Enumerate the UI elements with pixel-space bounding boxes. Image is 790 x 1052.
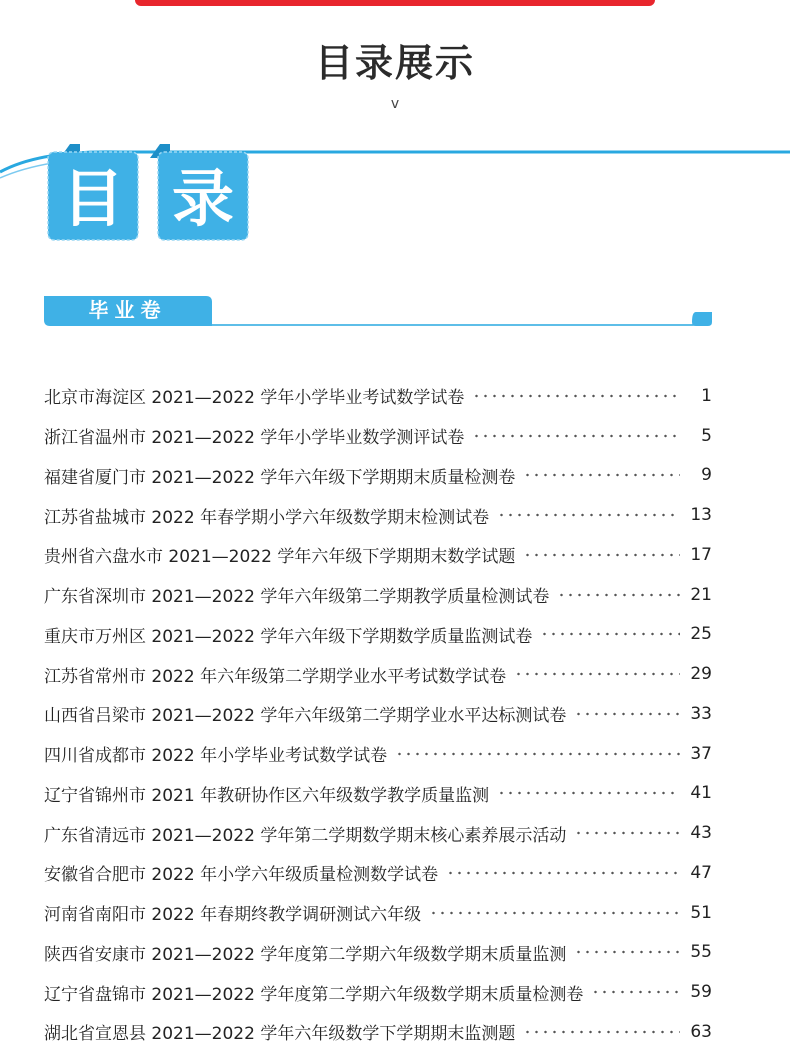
toc-entry-title: 四川省成都市 2022 年小学毕业考试数学试卷 xyxy=(44,746,388,767)
toc-entry[interactable] xyxy=(44,495,712,535)
chevron-down-icon: v xyxy=(390,96,400,112)
top-accent-bar xyxy=(135,0,655,6)
toc-entry-title: 陕西省安康市 2021—2022 学年度第二学期六年级数学期末质量监测 xyxy=(44,944,567,965)
toc-entry[interactable] xyxy=(44,575,712,615)
toc-banner xyxy=(0,130,790,250)
toc-entry[interactable] xyxy=(44,972,712,1012)
toc-entry-title: 广东省清远市 2021—2022 学年第二学期数学期末核心素养展示活动 xyxy=(44,825,567,846)
toc-entry-title: 安徽省合肥市 2022 年小学六年级质量检测数学试卷 xyxy=(44,865,439,886)
toc-entry-title: 福建省厦门市 2021—2022 学年六年级下学期期末质量检测卷 xyxy=(44,467,516,488)
toc-entry-page: 37 xyxy=(690,743,712,764)
toc-leader-dots xyxy=(574,712,680,716)
toc-leader-dots xyxy=(472,394,680,398)
section-label: 毕业卷 xyxy=(88,298,167,322)
toc-leader-dots xyxy=(395,752,680,756)
banner-char-1: 目 xyxy=(61,162,125,235)
toc-entry-page: 17 xyxy=(690,544,712,565)
toc-entry[interactable] xyxy=(44,1012,712,1052)
toc-entry[interactable] xyxy=(44,774,712,814)
toc-entry[interactable] xyxy=(44,694,712,734)
toc-entry-title: 北京市海淀区 2021—2022 学年小学毕业考试数学试卷 xyxy=(44,388,465,409)
toc-leader-dots xyxy=(523,553,680,557)
toc-entry-title: 湖北省宣恩县 2021—2022 学年六年级数学下学期期末监测题 xyxy=(44,1024,516,1045)
toc-leader-dots xyxy=(523,1030,680,1034)
toc-entry-page: 33 xyxy=(690,703,712,724)
toc-entry-page: 1 xyxy=(701,385,712,406)
toc-entry-title: 辽宁省盘锦市 2021—2022 学年度第二学期六年级数学期末质量检测卷 xyxy=(44,984,584,1005)
toc-entry-title: 山西省吕梁市 2021—2022 学年六年级第二学期学业水平达标测试卷 xyxy=(44,706,567,727)
toc-entry-title: 浙江省温州市 2021—2022 学年小学毕业数学测评试卷 xyxy=(44,428,465,449)
toc-entry[interactable] xyxy=(44,933,712,973)
toc-entry[interactable] xyxy=(44,734,712,774)
toc-list xyxy=(44,376,712,1052)
toc-entry[interactable] xyxy=(44,535,712,575)
toc-entry-title: 河南省南阳市 2022 年春期终教学调研测试六年级 xyxy=(44,905,422,926)
toc-entry-page: 41 xyxy=(690,783,712,804)
toc-entry[interactable] xyxy=(44,813,712,853)
toc-entry-title: 广东省深圳市 2021—2022 学年六年级第二学期教学质量检测试卷 xyxy=(44,587,550,608)
page-title: 目录展示 xyxy=(314,41,475,85)
toc-entry-title: 重庆市万州区 2021—2022 学年六年级下学期数学质量监测试卷 xyxy=(44,626,533,647)
toc-entry-page: 43 xyxy=(690,823,712,844)
toc-leader-dots xyxy=(540,632,680,636)
toc-leader-dots xyxy=(557,593,680,597)
toc-entry[interactable] xyxy=(44,376,712,416)
toc-entry-page: 21 xyxy=(690,584,712,605)
toc-entry[interactable] xyxy=(44,654,712,694)
toc-entry-title: 江苏省盐城市 2022 年春学期小学六年级数学期末检测试卷 xyxy=(44,507,490,528)
toc-entry-page: 47 xyxy=(690,862,712,883)
toc-leader-dots xyxy=(472,434,680,438)
toc-entry[interactable] xyxy=(44,853,712,893)
banner-char-2: 录 xyxy=(171,162,235,235)
toc-leader-dots xyxy=(446,871,680,875)
toc-leader-dots xyxy=(523,473,680,477)
toc-entry-page: 55 xyxy=(690,942,712,963)
toc-entry-page: 13 xyxy=(690,505,712,526)
toc-entry[interactable] xyxy=(44,615,712,655)
toc-entry-title: 辽宁省锦州市 2021 年教研协作区六年级数学教学质量监测 xyxy=(44,785,490,806)
toc-entry[interactable] xyxy=(44,893,712,933)
toc-entry-page: 29 xyxy=(690,664,712,685)
toc-leader-dots xyxy=(497,513,680,517)
toc-entry-page: 59 xyxy=(690,982,712,1003)
toc-leader-dots xyxy=(574,831,680,835)
toc-leader-dots xyxy=(574,950,680,954)
toc-entry-title: 江苏省常州市 2022 年六年级第二学期学业水平考试数学试卷 xyxy=(44,666,507,687)
toc-leader-dots xyxy=(429,911,680,915)
toc-entry-page: 9 xyxy=(701,465,712,486)
toc-entry-page: 25 xyxy=(690,624,712,645)
toc-leader-dots xyxy=(591,990,680,994)
toc-entry[interactable] xyxy=(44,456,712,496)
toc-leader-dots xyxy=(514,672,680,676)
toc-entry-page: 63 xyxy=(690,1021,712,1042)
toc-entry-title: 贵州省六盘水市 2021—2022 学年六年级下学期期末数学试题 xyxy=(44,547,516,568)
toc-entry[interactable] xyxy=(44,416,712,456)
toc-entry-page: 51 xyxy=(690,902,712,923)
toc-leader-dots xyxy=(497,791,680,795)
toc-entry-page: 5 xyxy=(701,425,712,446)
